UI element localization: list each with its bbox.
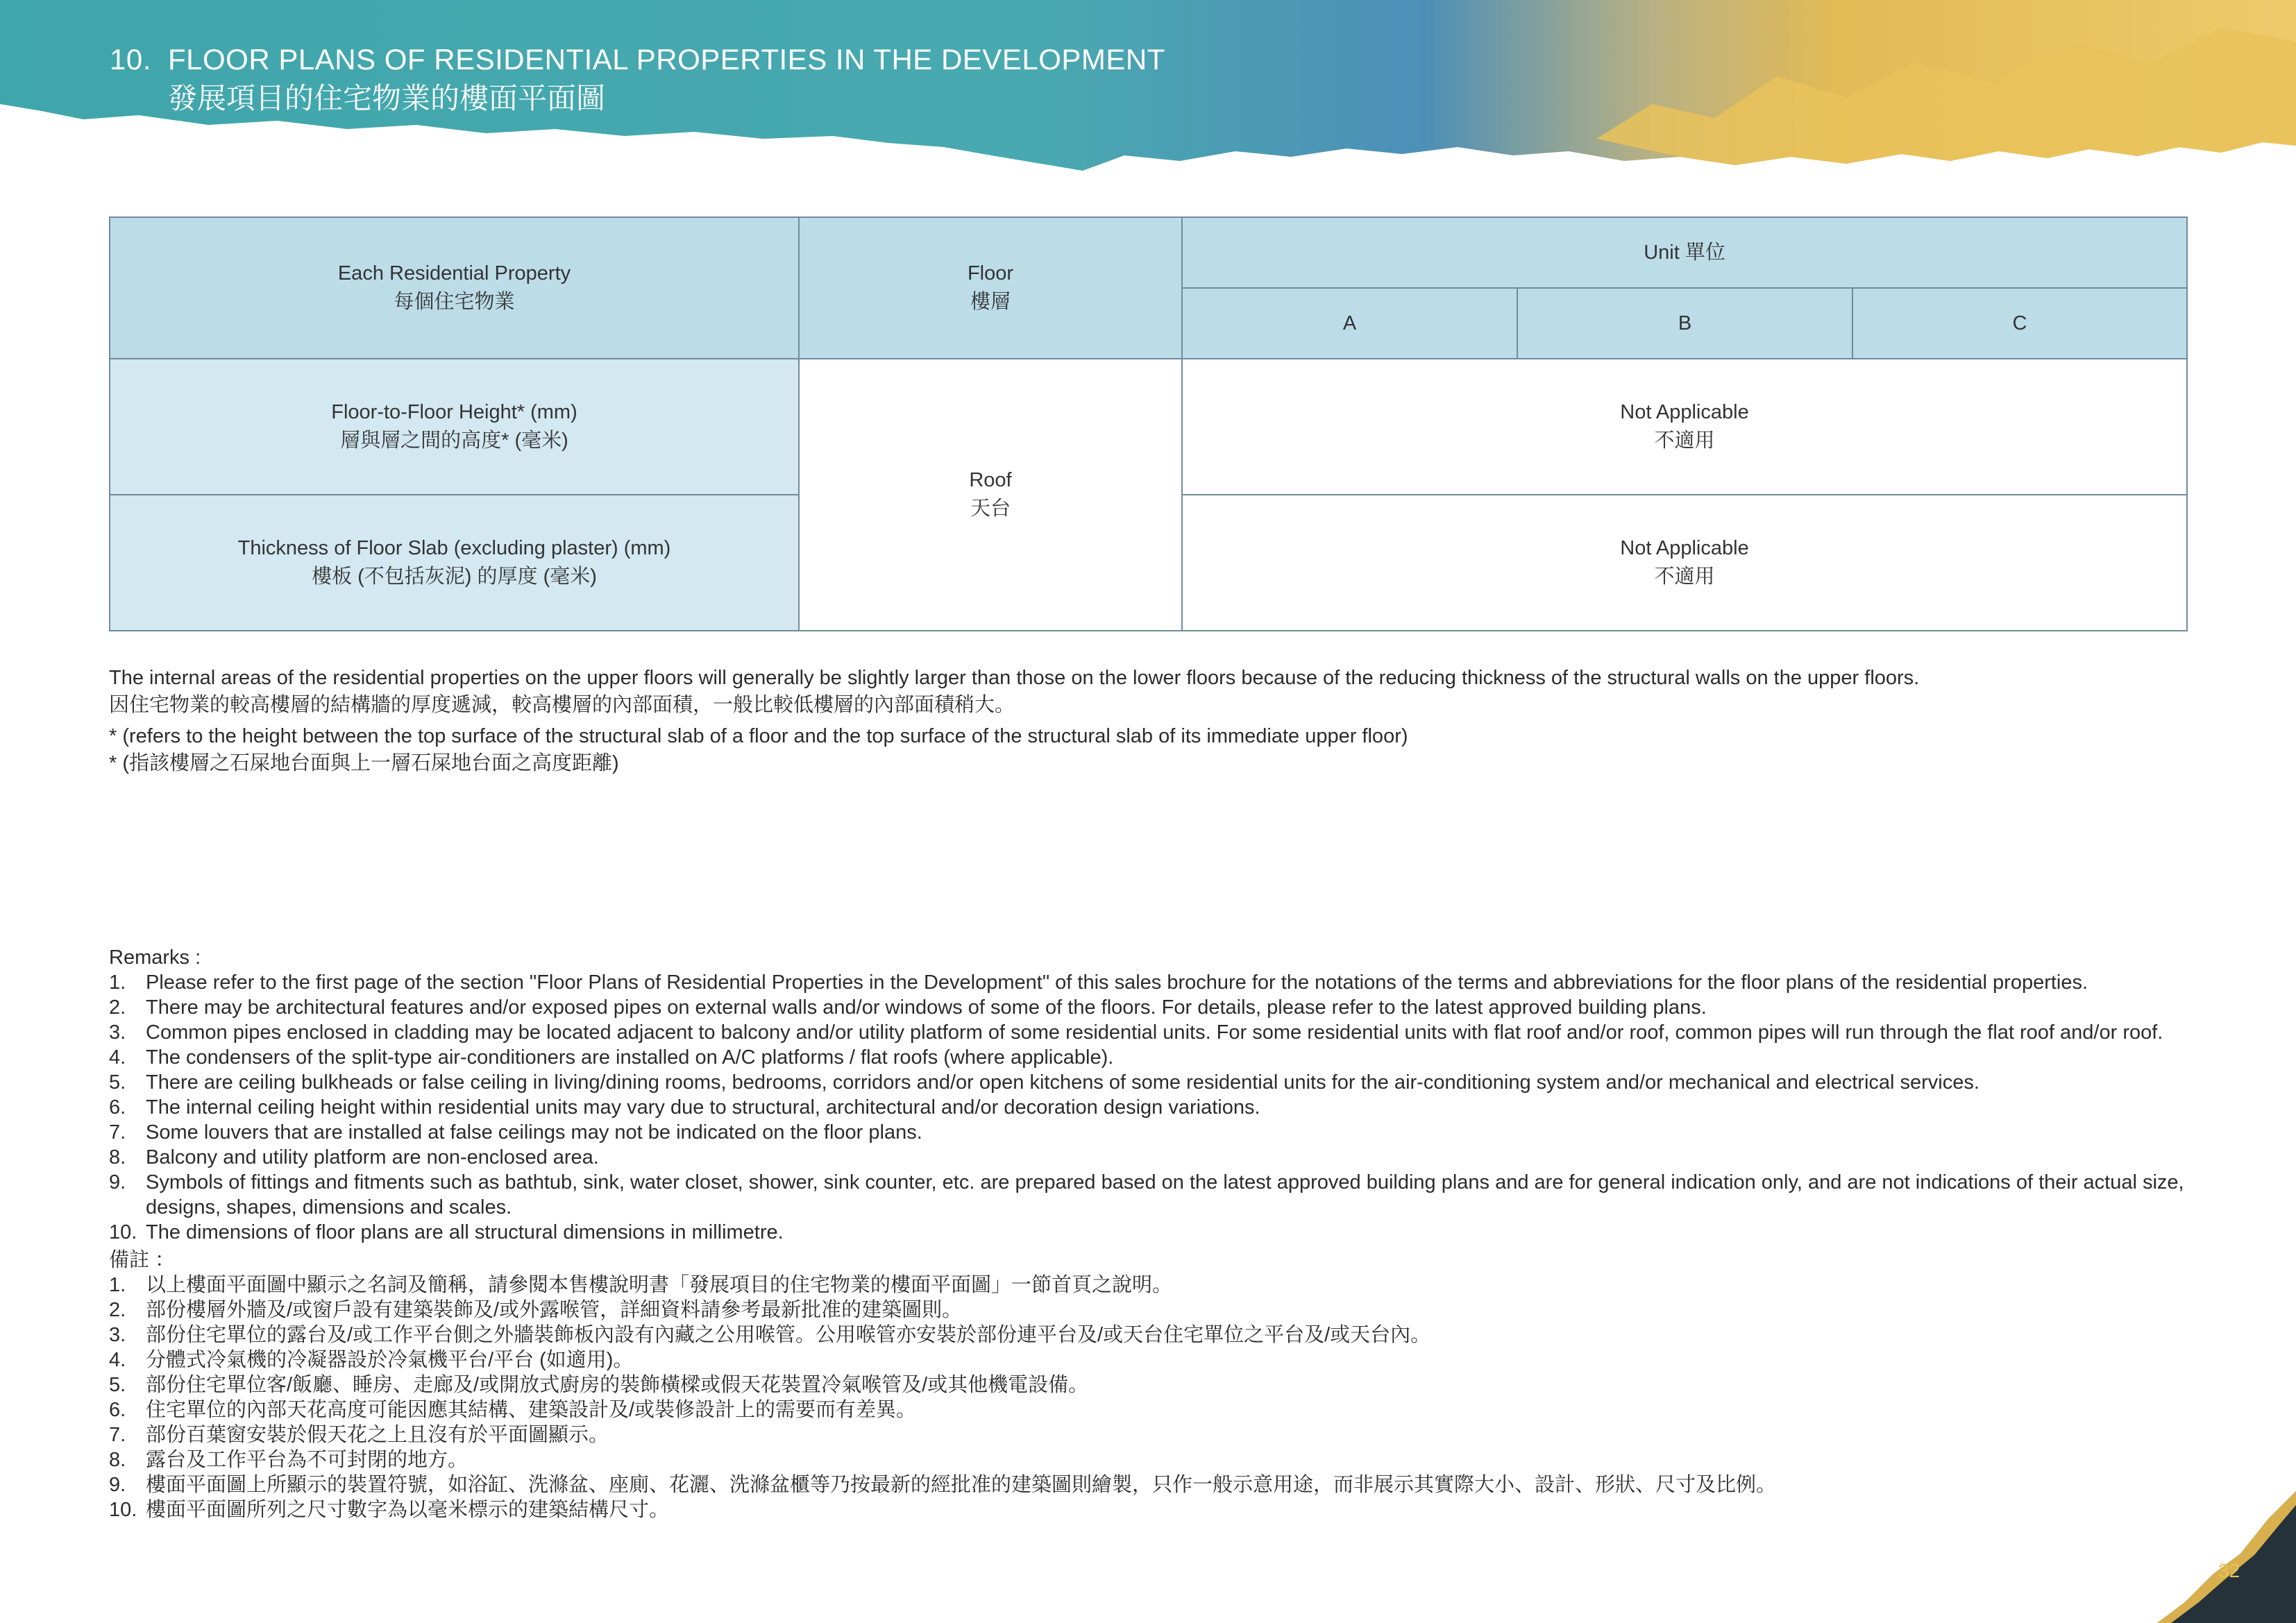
remark-number: 4. — [109, 1349, 126, 1371]
remarks-heading-zh: 備註 ： — [109, 1249, 176, 1271]
header-unit-b: B — [1517, 288, 1852, 359]
remark-number: 4. — [109, 1046, 126, 1069]
remark-item — [109, 1323, 2191, 1348]
remark-item — [109, 1422, 2191, 1447]
remark-item — [109, 1472, 2191, 1497]
title-chinese: 發展項目的住宅物業的樓面平面圖 — [168, 82, 606, 114]
remark-number: 2. — [109, 996, 126, 1019]
remark-number: 1. — [109, 971, 126, 994]
header-unit-a: A — [1182, 288, 1517, 359]
remark-text: 樓面平面圖上所顯示的裝置符號，如浴缸、洗滌盆、座廁、花灑、洗滌盆櫃等乃按最新的經批准的建築圖則繪製，只作一般示意用途，而非展示其實際大小、設計、形狀、尺寸及比例。 — [146, 1474, 1777, 1496]
remark-text: 樓面平面圖所列之尺寸數字為以毫米標示的建築結構尺寸。 — [146, 1499, 670, 1521]
floor-cell-roof: Roof 天台 — [799, 359, 1182, 631]
remark-text: Please refer to the first page of the section "Floor Plans of Residential Properties in the Development" of this sales brochure for the notations of the terms and abbreviations for the floor plans of the residential properties. — [146, 971, 2088, 994]
remark-number: 6. — [109, 1096, 126, 1119]
remark-number: 1. — [109, 1274, 126, 1296]
remark-text: There are ceiling bulkheads or false ceiling in living/dining rooms, bedrooms, corridors and/or open kitchens of some residential units for the air-conditioning system and/or mechanical and electrical services. — [146, 1071, 1980, 1094]
header-property: Each Residential Property 每個住宅物業 — [110, 217, 799, 359]
remark-item — [109, 1095, 2191, 1120]
remark-text: 以上樓面平面圖中顯示之名詞及簡稱，請參閱本售樓說明書「發展項目的住宅物業的樓面平面圖」一節首頁之說明。 — [146, 1274, 1173, 1296]
remark-text: There may be architectural features and/or exposed pipes on external walls and/or windows of some of the floors. For details, please refer to the latest approved building plans. — [146, 996, 1707, 1019]
remark-item — [109, 1020, 2191, 1045]
row-label-floor-height: Floor-to-Floor Height* (mm) 層與層之間的高度* (毫米) — [110, 359, 799, 495]
remark-item — [109, 1397, 2191, 1422]
remark-text: 部份住宅單位的露台及/或工作平台側之外牆裝飾板內設有內藏之公用喉管。公用喉管亦安裝於部份連平台及/或天台住宅單位之平台及/或天台內。 — [146, 1324, 1431, 1346]
remark-text: The internal ceiling height within residential units may vary due to structural, architectural and/or decoration design variations. — [146, 1096, 1260, 1119]
remark-number: 7. — [109, 1121, 126, 1144]
remark-number: 5. — [109, 1071, 126, 1094]
remark-item — [109, 1045, 2191, 1070]
remark-number: 9. — [109, 1474, 126, 1496]
remark-number: 3. — [109, 1324, 126, 1346]
remark-text: Common pipes enclosed in cladding may be located adjacent to balcony and/or utility platform of some residential units. For some residential units with flat roof and/or roof, common pipes will run through the flat roof and/or roof. — [146, 1021, 2163, 1044]
note-asterisk-en: * (refers to the height between the top surface of the structural slab of a floor and the top surface of the structural slab of its immediate upper floor) — [109, 725, 1408, 747]
header-unit-c: C — [1852, 288, 2187, 359]
header-floor: Floor 樓層 — [799, 217, 1182, 359]
remark-text: 露台及工作平台為不可封閉的地方。 — [146, 1449, 469, 1471]
page-title — [110, 40, 1165, 118]
remark-number: 10. — [109, 1221, 137, 1243]
remark-text: The dimensions of floor plans are all structural dimensions in millimetre. — [146, 1221, 784, 1243]
remark-item — [109, 1170, 2191, 1220]
remarks-heading-en: Remarks : — [109, 946, 201, 969]
remark-item — [109, 1298, 2191, 1323]
remark-text: 部份住宅單位客/飯廳、睡房、走廊及/或開放式廚房的裝飾橫樑或假天花裝置冷氣喉管及/或其他機電設備。 — [146, 1374, 1089, 1396]
remark-item — [109, 1120, 2191, 1145]
remark-item — [109, 995, 2191, 1020]
remark-number: 2. — [109, 1299, 126, 1321]
remark-number: 8. — [109, 1146, 126, 1169]
remark-item — [109, 970, 2191, 995]
title-english: FLOOR PLANS OF RESIDENTIAL PROPERTIES IN THE DEVELOPMENT — [168, 43, 1165, 76]
floor-height-table — [109, 216, 2188, 631]
remark-item — [109, 1373, 2191, 1397]
remark-text: 部份百葉窗安裝於假天花之上且沒有於平面圖顯示。 — [146, 1424, 609, 1446]
note-internal-area-zh: 因住宅物業的較高樓層的結構牆的厚度遞減，較高樓層的內部面積，一般比較低樓層的內部面積稍大。 — [109, 694, 1015, 716]
remark-text: Some louvers that are installed at false ceilings may not be indicated on the floor plans. — [146, 1121, 922, 1144]
header-unit: Unit 單位 — [1182, 217, 2187, 288]
remark-text: 部份樓層外牆及/或窗戶設有建築裝飾及/或外露喉管，詳細資料請參考最新批准的建築圖則。 — [146, 1299, 963, 1321]
remarks-section — [109, 945, 2191, 1522]
remark-number: 8. — [109, 1449, 126, 1471]
remark-text: 分體式冷氣機的冷凝器設於冷氣機平台/平台 (如適用)。 — [146, 1349, 634, 1371]
value-slab-thickness: Not Applicable 不適用 — [1182, 495, 2187, 631]
note-internal-area-en: The internal areas of the residential properties on the upper floors will generally be slightly larger than those on the lower floors because of the reducing thickness of the structural walls on the upper floors. — [109, 667, 1920, 689]
remark-item — [109, 1273, 2191, 1298]
remark-text: Symbols of fittings and fitments such as bathtub, sink, water closet, shower, sink counter, etc. are prepared based on the latest approved building plans and are for general indication only, and are not indications of their actual size, designs, shapes, dimensions and scales. — [146, 1171, 2184, 1218]
value-floor-height: Not Applicable 不適用 — [1182, 359, 2187, 495]
remark-number: 3. — [109, 1021, 126, 1044]
remarks-list-en — [109, 970, 2191, 1245]
remark-number: 9. — [109, 1171, 126, 1193]
remark-text: 住宅單位的內部天花高度可能因應其結構、建築設計及/或裝修設計上的需要而有差異。 — [146, 1399, 917, 1421]
remark-number: 10. — [109, 1499, 137, 1521]
row-label-slab-thickness: Thickness of Floor Slab (excluding plaster) (mm) 樓板 (不包括灰泥) 的厚度 (毫米) — [110, 495, 799, 631]
note-asterisk-zh: * (指該樓層之石屎地台面與上一層石屎地台面之高度距離) — [109, 752, 619, 774]
remark-number: 7. — [109, 1424, 126, 1446]
remark-text: The condensers of the split-type air-conditioners are installed on A/C platforms / flat roofs (where applicable). — [146, 1046, 1114, 1069]
page-number: 32 — [2218, 1560, 2240, 1581]
section-number: 10. — [110, 43, 151, 76]
remark-number: 6. — [109, 1399, 126, 1421]
remark-item — [109, 1145, 2191, 1170]
remark-item — [109, 1348, 2191, 1373]
remark-number: 5. — [109, 1374, 126, 1396]
remark-item — [109, 1447, 2191, 1472]
remark-text: Balcony and utility platform are non-enclosed area. — [146, 1146, 599, 1169]
remark-item — [109, 1220, 2191, 1245]
remark-item — [109, 1497, 2191, 1522]
table-notes — [109, 665, 2191, 777]
remark-item — [109, 1070, 2191, 1095]
remarks-list-zh — [109, 1273, 2191, 1522]
